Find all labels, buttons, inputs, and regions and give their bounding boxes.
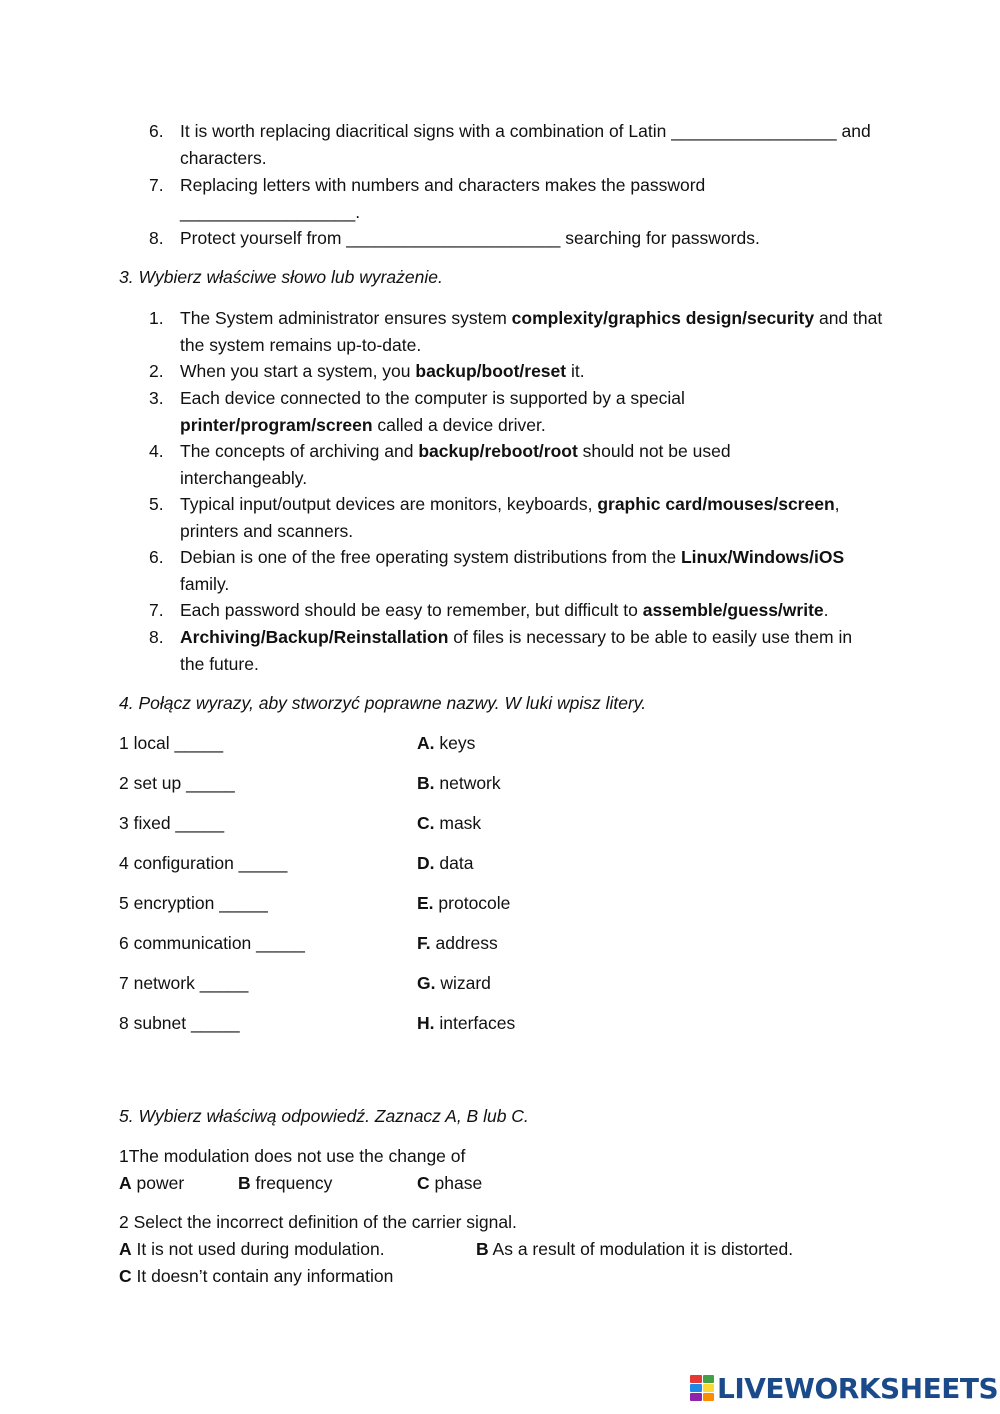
match-right	[417, 853, 473, 874]
item-number: 1.	[149, 308, 164, 328]
list-item	[149, 305, 889, 359]
item-number: 3.	[149, 388, 164, 408]
match-right	[417, 773, 501, 794]
option-text: power	[131, 1173, 185, 1193]
option-b[interactable]	[476, 1239, 793, 1260]
word-choice[interactable]: complexity/graphics design/security	[511, 308, 815, 328]
match-word: protocole	[433, 893, 511, 913]
item-text	[180, 358, 889, 385]
item-number: 2.	[149, 361, 164, 381]
match-letter: F.	[417, 933, 431, 953]
option-text: It is not used during modulation.	[131, 1239, 385, 1259]
item-text	[180, 597, 889, 624]
match-word: wizard	[435, 973, 491, 993]
match-left[interactable]: 7 network _____	[119, 973, 249, 993]
option-letter: A	[119, 1173, 132, 1193]
match-left[interactable]: 6 communication _____	[119, 933, 305, 953]
option-letter: C	[119, 1266, 132, 1286]
match-right	[417, 933, 498, 954]
match-word: address	[430, 933, 498, 953]
item-text-post: and that the system remains up-to-date.	[180, 308, 883, 355]
option-b[interactable]	[238, 1173, 332, 1194]
option-c[interactable]	[417, 1173, 482, 1194]
item-text-post: .	[823, 600, 829, 620]
option-letter: A	[119, 1239, 132, 1259]
item-text	[180, 385, 740, 439]
question-2: 2 Select the incorrect definition of the carrier signal.	[119, 1212, 517, 1232]
item-text-pre: Each password should be easy to remember, but difficult to	[180, 600, 643, 620]
logo-text: LIVEWORKSHEETS	[717, 1371, 999, 1405]
list-item	[149, 385, 889, 439]
match-letter: C.	[417, 813, 435, 833]
item-text-pre: When you start a system, you	[180, 361, 416, 381]
list-item	[149, 544, 889, 598]
word-choice[interactable]: backup/boot/reset	[415, 361, 567, 381]
match-letter: G.	[417, 973, 436, 993]
item-text-post: should not be used interchangeably.	[180, 441, 731, 488]
item-text-post: of files is necessary to be able to easily use them in the future.	[180, 627, 853, 674]
option-letter: B	[476, 1239, 489, 1259]
list-item	[149, 118, 889, 172]
list-item	[149, 225, 889, 252]
match-letter: B.	[417, 773, 435, 793]
item-text	[180, 305, 889, 359]
match-left[interactable]: 4 configuration _____	[119, 853, 288, 873]
match-word: data	[434, 853, 474, 873]
list-item	[149, 597, 889, 624]
list-item	[149, 172, 889, 226]
item-text-post: called a device driver.	[372, 414, 546, 435]
item-text	[180, 438, 800, 492]
match-right	[417, 973, 491, 994]
match-right	[417, 893, 510, 914]
option-text: phase	[429, 1173, 483, 1193]
item-text-pre: Each device connected to the computer is supported by a special	[180, 388, 685, 408]
option-a[interactable]	[119, 1239, 385, 1260]
list-item	[149, 358, 889, 385]
item-number: 7.	[149, 600, 164, 620]
option-letter: C	[417, 1173, 430, 1193]
list-item	[149, 438, 889, 492]
match-word: mask	[434, 813, 482, 833]
item-number: 5.	[149, 494, 164, 514]
match-letter: E.	[417, 893, 434, 913]
match-left[interactable]: 5 encryption _____	[119, 893, 268, 913]
item-text-pre: Typical input/output devices are monitors, keyboards,	[180, 494, 598, 514]
logo-mark-icon	[690, 1375, 714, 1401]
match-left[interactable]: 3 fixed _____	[119, 813, 225, 833]
match-letter: A.	[417, 733, 435, 753]
option-a[interactable]	[119, 1173, 184, 1194]
item-text-post: family.	[180, 573, 230, 594]
item-text-pre: The System administrator ensures system	[180, 308, 512, 328]
word-choice[interactable]: Archiving/Backup/Reinstallation	[180, 627, 449, 647]
item-number: 6.	[149, 121, 164, 141]
match-right	[417, 1013, 515, 1034]
item-number: 6.	[149, 547, 164, 567]
match-left[interactable]: 8 subnet _____	[119, 1013, 240, 1033]
item-text	[180, 491, 880, 545]
list-item	[149, 491, 889, 545]
option-letter: B	[238, 1173, 251, 1193]
match-letter: H.	[417, 1013, 435, 1033]
match-left[interactable]: 2 set up _____	[119, 773, 235, 793]
item-text-pre: The concepts of archiving and	[180, 441, 419, 461]
item-number: 8.	[149, 627, 164, 647]
match-left[interactable]: 1 local _____	[119, 733, 224, 753]
option-text: It doesn’t contain any information	[131, 1266, 394, 1286]
word-choice[interactable]: graphic card/mouses/screen	[597, 494, 835, 514]
item-number: 4.	[149, 441, 164, 461]
word-choice[interactable]: assemble/guess/write	[642, 600, 824, 620]
item-text: Replacing letters with numbers and characters makes the password __________________.	[180, 175, 706, 222]
item-text	[180, 624, 880, 678]
option-text: frequency	[250, 1173, 333, 1193]
word-choice[interactable]: backup/reboot/root	[418, 441, 578, 461]
match-right	[417, 733, 475, 754]
item-text	[180, 544, 892, 598]
item-number: 8.	[149, 228, 164, 248]
match-word: network	[434, 773, 501, 793]
section3-heading: 3. Wybierz właściwe słowo lub wyrażenie.	[119, 267, 443, 287]
item-text-post: , printers and scanners.	[180, 494, 840, 541]
word-choice[interactable]: printer/program/screen	[180, 414, 373, 435]
word-choice[interactable]: Linux/Windows/iOS	[680, 547, 845, 567]
question-1: 1The modulation does not use the change of	[119, 1146, 466, 1166]
match-letter: D.	[417, 853, 435, 873]
item-text: Protect yourself from ______________________ searching for passwords.	[180, 228, 760, 248]
match-word: keys	[434, 733, 476, 753]
option-text: As a result of modulation it is distorted.	[488, 1239, 794, 1259]
section4-heading: 4. Połącz wyrazy, aby stworzyć poprawne nazwy. W luki wpisz litery.	[119, 693, 647, 713]
item-text-post: it.	[566, 361, 585, 381]
section5-heading: 5. Wybierz właściwą odpowiedź. Zaznacz A, B lub C.	[119, 1106, 529, 1126]
match-right	[417, 813, 481, 834]
match-word: interfaces	[434, 1013, 516, 1033]
list-item	[149, 624, 889, 678]
item-text-pre: Debian is one of the free operating system distributions from the	[180, 547, 681, 567]
option-c[interactable]	[119, 1266, 393, 1287]
item-number: 7.	[149, 175, 164, 195]
liveworksheets-logo	[690, 1370, 998, 1406]
item-text: It is worth replacing diacritical signs with a combination of Latin _________________ and characters.	[180, 121, 871, 168]
